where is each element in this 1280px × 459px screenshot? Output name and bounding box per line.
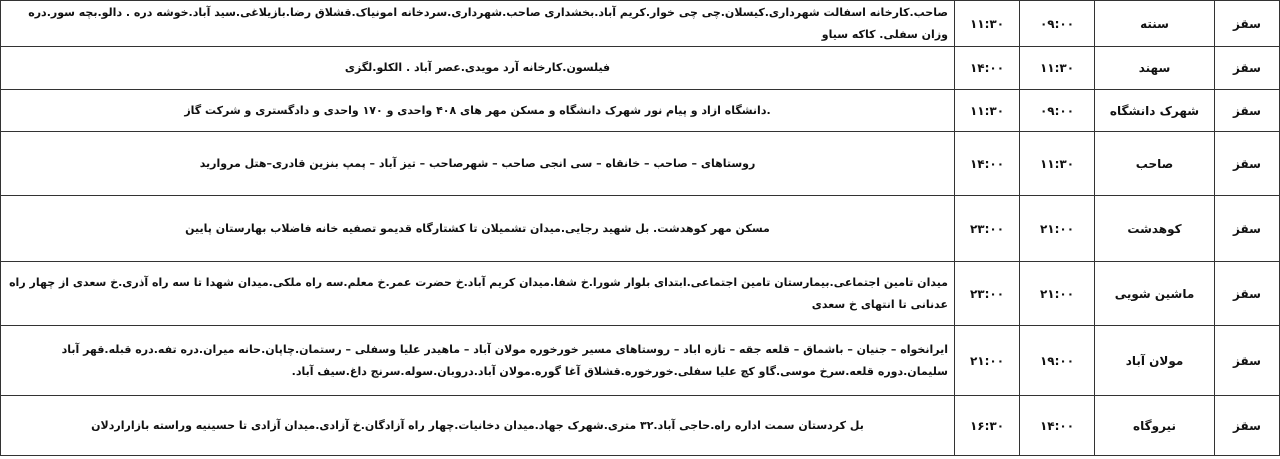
area-cell: صاحب bbox=[1095, 132, 1215, 196]
city-cell: سقز bbox=[1215, 326, 1280, 396]
table-row bbox=[1, 196, 1280, 262]
area-cell: سنته bbox=[1095, 1, 1215, 47]
table-row bbox=[1, 326, 1280, 396]
table-row bbox=[1, 396, 1280, 456]
table-row bbox=[1, 1, 1280, 47]
area-cell: شهرک دانشگاه bbox=[1095, 90, 1215, 132]
end-time-cell: ۱۱:۳۰ bbox=[955, 90, 1020, 132]
start-time-cell: ۲۱:۰۰ bbox=[1020, 262, 1095, 326]
area-cell: مولان آباد bbox=[1095, 326, 1215, 396]
start-time-cell: ۱۹:۰۰ bbox=[1020, 326, 1095, 396]
start-time-cell: ۲۱:۰۰ bbox=[1020, 196, 1095, 262]
end-time-cell: ۱۶:۳۰ bbox=[955, 396, 1020, 456]
area-description-cell: .دانشگاه ازاد و پیام نور شهرک دانشگاه و مسکن مهر های ۴۰۸ واحدی و ۱۷۰ واحدی و دادگستری و شرکت گاز bbox=[1, 90, 955, 132]
area-description-cell: ایرانخواه – جنیان – باشماق – قلعه جقه – تازه اباد – روستاهای مسیر خورخوره مولان آباد – ماهیدر علیا وسفلی – رستمان.چاپان.حانه میران.دره تفه.دره قبله.قهر آباد سلیمان.دوره قلعه.سرخ موسی.گاو کچ علیا سفلی.خورخوره.قشلاق آغا گوره.مولان آباد.دروبان.سوله.سرنج داغ.سیف آباد. bbox=[1, 326, 955, 396]
city-cell: سقز bbox=[1215, 396, 1280, 456]
city-cell: سقز bbox=[1215, 1, 1280, 47]
table-row bbox=[1, 132, 1280, 196]
start-time-cell: ۰۹:۰۰ bbox=[1020, 1, 1095, 47]
end-time-cell: ۱۴:۰۰ bbox=[955, 47, 1020, 90]
area-cell: نیروگاه bbox=[1095, 396, 1215, 456]
end-time-cell: ۲۳:۰۰ bbox=[955, 196, 1020, 262]
area-cell: کوهدشت bbox=[1095, 196, 1215, 262]
area-description-cell: مسکن مهر کوهدشت. بل شهید رجایی.میدان تشمیلان تا کشتارگاه قدیمو تصفیه خانه فاضلاب بهارستان پایین bbox=[1, 196, 955, 262]
area-cell: ماشین شویی bbox=[1095, 262, 1215, 326]
area-description-cell: فیلسون.کارخانه آرد مویدی.عصر آباد . الکلو.لگزی bbox=[1, 47, 955, 90]
end-time-cell: ۲۱:۰۰ bbox=[955, 326, 1020, 396]
table-row bbox=[1, 47, 1280, 90]
start-time-cell: ۱۴:۰۰ bbox=[1020, 396, 1095, 456]
area-description-cell: میدان تامین اجتماعی.بیمارستان تامین اجتماعی.ابتدای بلوار شورا.خ شفا.میدان کریم آباد.خ حضرت عمر.خ معلم.سه راه ملکی.میدان شهدا تا سه راه آذری.خ سعدی از چهار راه عدنانی تا انتهای خ سعدی bbox=[1, 262, 955, 326]
area-description-cell: صاحب.کارخانه اسفالت شهرداری.کیسلان.چی چی خوار.کریم آباد.بخشداری صاحب.شهرداری.سردخانه امونیاک.قشلاق رضا.بازیلاغی.سید آباد.خوشه دره . دالو.بچه سور.دره وزان سفلی. کاکه سیاو bbox=[1, 1, 955, 47]
city-cell: سقز bbox=[1215, 196, 1280, 262]
city-cell: سقز bbox=[1215, 262, 1280, 326]
end-time-cell: ۱۴:۰۰ bbox=[955, 132, 1020, 196]
table-row bbox=[1, 262, 1280, 326]
start-time-cell: ۱۱:۳۰ bbox=[1020, 132, 1095, 196]
city-cell: سقز bbox=[1215, 90, 1280, 132]
end-time-cell: ۱۱:۳۰ bbox=[955, 1, 1020, 47]
start-time-cell: ۱۱:۳۰ bbox=[1020, 47, 1095, 90]
start-time-cell: ۰۹:۰۰ bbox=[1020, 90, 1095, 132]
table-row bbox=[1, 90, 1280, 132]
area-description-cell: روستاهای – صاحب – خانقاه – سی انجی صاحب – شهرصاحب – تیز آباد – پمپ بنزین قادری–هتل مرواريد bbox=[1, 132, 955, 196]
area-cell: سهند bbox=[1095, 47, 1215, 90]
area-description-cell: بل کردستان سمت اداره راه.حاجی آباد.۳۲ متری.شهرک جهاد.میدان دخانیات.چهار راه آزادگان.خ آزادی.میدان آزادی تا حسینیه وراسته بازاراردلان bbox=[1, 396, 955, 456]
city-cell: سقز bbox=[1215, 132, 1280, 196]
end-time-cell: ۲۳:۰۰ bbox=[955, 262, 1020, 326]
city-cell: سقز bbox=[1215, 47, 1280, 90]
